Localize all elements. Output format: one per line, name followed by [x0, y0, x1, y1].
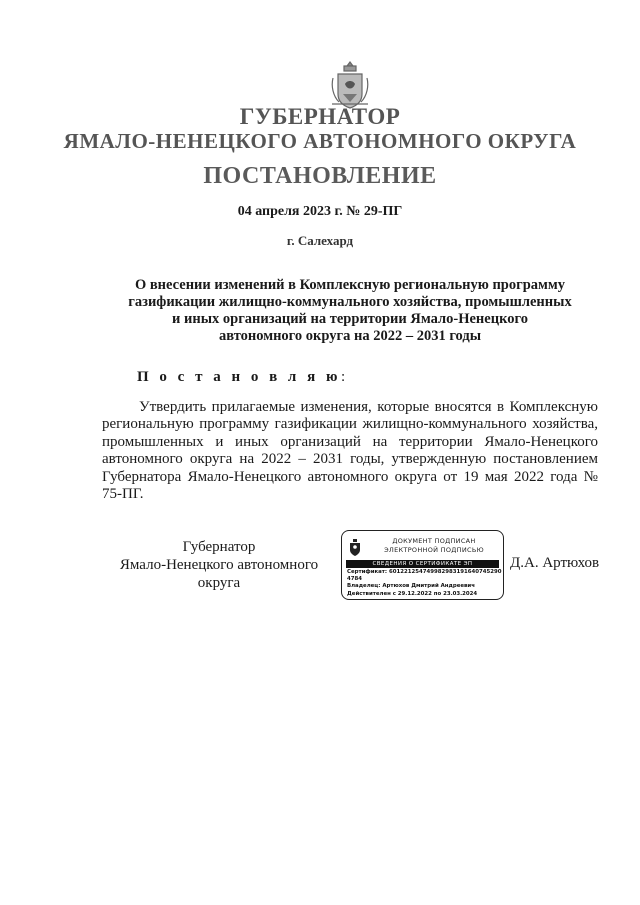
electronic-signature-stamp [341, 530, 504, 600]
stamp-header-line: ДОКУМЕНТ ПОДПИСАН [392, 537, 476, 545]
stamp-header [366, 537, 502, 555]
stamp-details [347, 569, 502, 598]
governor-title: ГУБЕРНАТОР [239, 104, 401, 129]
resolve-colon: : [340, 369, 349, 385]
resolve-heading [137, 369, 349, 386]
signatory-post-line: Ямало-Ненецкого автономного округа [119, 557, 319, 591]
stamp-owner: Владелец: Артюхов Дмитрий Андреевич [347, 583, 475, 590]
document-type-title: ПОСТАНОВЛЕНИЕ [203, 163, 437, 189]
stamp-emblem-icon [348, 539, 362, 556]
date-number: 04 апреля 2023 г. № 29-ПГ [237, 204, 403, 219]
subject-line: О внесении изменений в Комплексную региональную программу [134, 277, 566, 293]
signatory-position [100, 538, 338, 592]
stamp-certificate-bar: СВЕДЕНИЯ О СЕРТИФИКАТЕ ЭП [346, 560, 499, 568]
document-subject [110, 277, 590, 345]
subject-line: автономного округа на 2022 – 2031 годы [218, 328, 482, 344]
signatory-post-line: Губернатор [182, 539, 256, 555]
stamp-certificate: Сертификат: 6012212547499829831916407452904784 [347, 569, 502, 583]
city: г. Салехард [286, 233, 354, 248]
resolve-word: П о с т а н о в л я ю [137, 369, 341, 385]
stamp-header-line: ЭЛЕКТРОННОЙ ПОДПИСЬЮ [384, 546, 484, 554]
body-paragraph: Утвердить прилагаемые изменения, которые вносятся в Комплексную региональную программу газификации жилищно-коммунального хозяйства, промышленных и иных организаций на территории Ямало-Ненецкого автономного округа на 2022 – 2031 годы, утвержденную постановлением Губернатора Ямало-Ненецкого автономного округа от 19 мая 2022 года № 75-ПГ. [102, 399, 598, 503]
subject-line: и иных организаций на территории Ямало-Ненецкого [172, 311, 528, 327]
signatory-name: Д.А. Артюхов [510, 555, 600, 571]
region-title: ЯМАЛО-НЕНЕЦКОГО АВТОНОМНОГО ОКРУГА [63, 129, 577, 153]
subject-line: газификации жилищно-коммунального хозяйства, промышленных [128, 294, 572, 310]
stamp-validity: Действителен с 29.12.2022 по 23.03.2024 [347, 590, 478, 597]
